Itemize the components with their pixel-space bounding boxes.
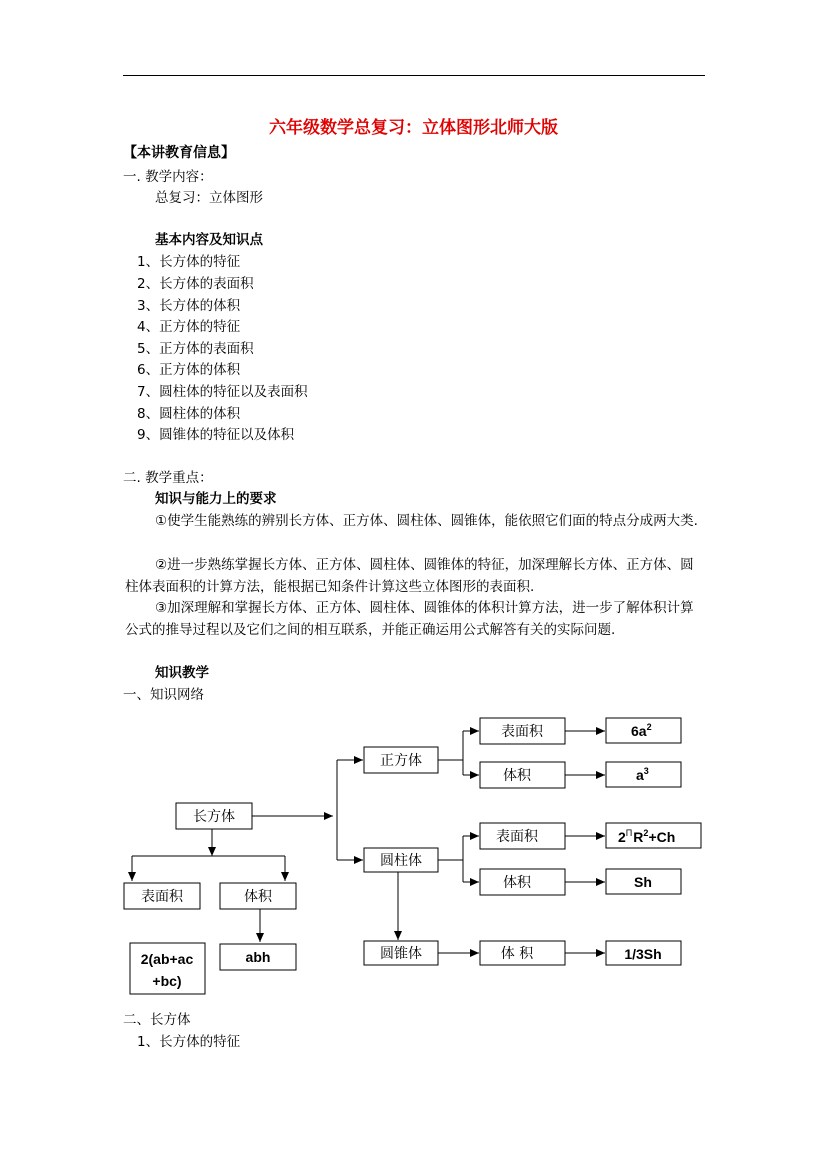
formula-text: $a^3$ [636, 766, 649, 783]
list-item: 1、长方体的特征 [137, 254, 241, 270]
section-cuboid-heading: 二、长方体 [123, 1012, 191, 1028]
formula-cuboid-volume [220, 944, 296, 970]
node-cone [364, 941, 438, 965]
list-item: 7、圆柱体的特征以及表面积 [137, 384, 308, 400]
formula-cuboid-surface-area [130, 943, 205, 994]
section1-content: 总复习：立体图形 [155, 190, 263, 206]
node-label: 表面积 [141, 889, 183, 905]
node-cuboid-surface-area [124, 883, 200, 909]
formula-text: $6a^2$ [631, 722, 652, 739]
list-item: 4、正方体的特征 [137, 319, 241, 335]
node-cylinder-surface-area [480, 823, 565, 849]
node-cylinder-volume [480, 869, 565, 895]
list-item: 2、长方体的表面积 [137, 276, 254, 292]
formula-line-2: +bc) [152, 973, 182, 989]
formula-text: $2^\Pi R^2+Ch$ [618, 828, 676, 845]
paragraph-1: ①使学生能熟练的辨别长方体、正方体、圆柱体、圆锥体，能依照它们面的特点分成两大类. [155, 513, 698, 529]
node-label: 体积 [503, 875, 531, 891]
node-cylinder-label: 圆柱体 [380, 853, 422, 869]
node-cube [364, 747, 438, 773]
doc-title: 六年级数学总复习：立体图形北师大版 [269, 118, 558, 138]
list-item: 8、圆柱体的体积 [137, 406, 241, 422]
node-label: 表面积 [496, 829, 538, 845]
info-header: 【本讲教育信息】 [123, 145, 235, 161]
list-item: 6、正方体的体积 [137, 362, 241, 378]
section1-heading: 一. 教学内容： [123, 169, 213, 185]
formula-line-1: 2(ab+ac [140, 951, 194, 967]
teaching-heading: 知识教学 [155, 665, 209, 681]
formula-cube-volume [606, 762, 681, 787]
formula-text: abh [245, 949, 271, 965]
formula-text: 1/3Sh [624, 946, 662, 962]
formula-cylinder-volume [606, 869, 681, 894]
formula-text: Sh [634, 874, 652, 890]
node-cuboid-label: 长方体 [193, 809, 235, 825]
requirements-heading: 知识与能力上的要求 [155, 491, 277, 507]
network-heading: 一、知识网络 [123, 687, 204, 703]
node-cube-surface-area [480, 718, 565, 744]
node-label: 表面积 [501, 724, 543, 740]
list-item: 9、圆锥体的特征以及体积 [137, 427, 295, 443]
formula-cone-volume [606, 941, 681, 965]
node-cone-label: 圆锥体 [380, 946, 422, 962]
node-cone-volume [480, 941, 565, 965]
node-cuboid [176, 803, 252, 829]
list-item: 3、长方体的体积 [137, 298, 241, 314]
node-cuboid-volume [220, 883, 296, 909]
cuboid-item-1: 1、长方体的特征 [137, 1034, 241, 1050]
node-label: 体积 [244, 889, 272, 905]
node-cube-volume [480, 762, 565, 788]
node-label: 体 积 [500, 946, 534, 962]
basics-heading: 基本内容及知识点 [155, 232, 263, 248]
node-cylinder [364, 848, 438, 872]
formula-cylinder-surface-area [606, 823, 701, 848]
list-item: 5、正方体的表面积 [137, 341, 254, 357]
section2-heading: 二. 教学重点： [123, 470, 213, 486]
paragraph-2: ②进一步熟练掌握长方体、正方体、圆柱体、圆锥体的特征，加深理解长方体、正方体、圆柱体表面积的计算方法，能根据已知条件计算这些立体图形的表面积. [125, 557, 694, 595]
node-cube-label: 正方体 [380, 753, 422, 769]
formula-cube-surface-area [606, 718, 681, 743]
paragraph-3: ③加深理解和掌握长方体、正方体、圆柱体、圆锥体的体积计算方法，进一步了解体积计算公式的推导过程以及它们之间的相互联系，并能正确运用公式解答有关的实际问题. [125, 600, 694, 638]
node-label: 体积 [503, 768, 531, 784]
